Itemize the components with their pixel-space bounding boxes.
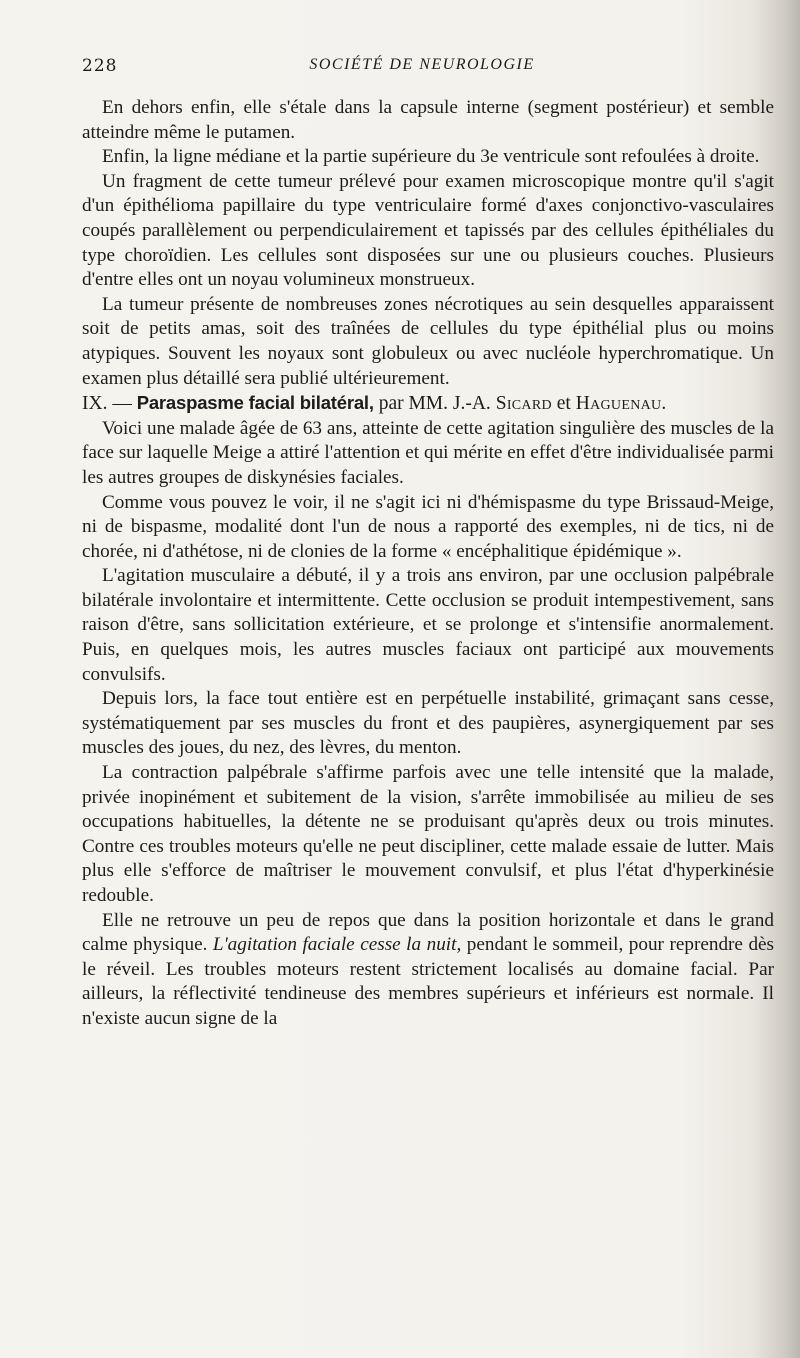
page-header <box>82 56 772 80</box>
paragraph: L'agitation musculaire a débuté, il y a trois ans environ, par une occlusion palpébrale bilatérale involontaire et intermittente. Cette occlusion se produit intempestivement, sans raison d'être, sans sollicitation extérieure, et se prolonge et s'intensifie anormalement. Puis, en quelques mois, les autres muscles faciaux ont participé aux mouvements convulsifs. <box>82 565 774 685</box>
page-number: 228 <box>82 56 118 76</box>
paragraph-text: pendant le sommeil, pour reprendre dès le réveil. Les troubles moteurs restent strictement localisés au domaine facial. Par ailleurs, la réflectivité tendineuse des membres supérieurs et inférieurs est normale. Il n'existe aucun signe de la <box>82 934 775 1029</box>
running-title: SOCIÉTÉ DE NEUROLOGIE <box>309 56 535 73</box>
paragraph: Voici une malade âgée de 63 ans, atteinte de cette agitation singulière des muscles de la face sur laquelle Meige a attiré l'attention et qui mérite en effet d'être individualisée parmi les autres groupes de diskynésies faciales. <box>82 417 774 488</box>
section-number: IX. — <box>82 393 132 415</box>
section-and: et <box>556 393 571 415</box>
paragraph: Un fragment de cette tumeur prélevé pour examen microscopique montre qu'il s'agit d'un épithélioma papillaire du type ventriculaire formé d'axes conjonctivo-vasculaires coupés parallèlement ou perpendiculairement et tapissés par des cellules épithéliales du type choroïdien. Les cellules sont disposées sur une ou plusieurs couches. Plusieurs d'entre elles ont un noyau volumineux monstrueux. <box>82 170 774 291</box>
paragraph <box>82 909 774 1032</box>
paragraph-text: Elle ne retrouve un peu de repos que dans la position horizontale et dans le grand calme physique. <box>82 909 774 956</box>
author-sicard: Sicard <box>495 393 552 415</box>
paragraph: Depuis lors, la face tout entière est en perpétuelle instabilité, grimaçant sans cesse, systématiquement par ses muscles du front et des paupières, asynergiquement par ses muscles des joues, du nez, des lèvres, du menton. <box>82 688 774 759</box>
paragraph: La contraction palpébrale s'affirme parfois avec une telle intensité que la malade, privée inopinément et subitement de la vision, s'arrête immobilisée au milieu de ses occupations habituelles, la détente ne se produisant qu'après deux ou trois minutes. Contre ces troubles moteurs qu'elle ne peut discipliner, cette malade essaie de lutter. Mais plus elle s'efforce de maîtriser le mouvement convulsif, et plus l'état d'hyperkinésie redouble. <box>82 762 774 906</box>
paragraph: Comme vous pouvez le voir, il ne s'agit ici ni d'hémispasme du type Brissaud-Meige, ni de bispasme, modalité dont l'un de nous a rapporté des exemples, ni de tics, ni de chorée, ni d'athétose, ni de clonies de la forme « encéphalitique épidémique ». <box>82 491 774 562</box>
author-haguenau: Haguenau. <box>575 393 667 415</box>
section-title: Paraspasme facial bilatéral, <box>136 392 374 414</box>
paragraph: La tumeur présente de nombreuses zones nécrotiques au sein desquelles apparaissent soit de petits amas, soit des traînées de cellules du type épithélial plus ou moins atypiques. Souvent les noyaux sont globuleux ou avec nucléole hyperchromatique. Un examen plus détaillé sera publié ultérieurement. <box>82 293 774 389</box>
body-text <box>82 96 774 1032</box>
section-by: par MM. J.-A. <box>378 393 491 415</box>
section-heading <box>82 391 774 417</box>
paragraph: En dehors enfin, elle s'étale dans la capsule interne (segment postérieur) et semble atteindre même le putamen. <box>82 97 774 143</box>
italic-phrase: L'agitation faciale cesse la nuit, <box>212 934 462 956</box>
paragraph: Enfin, la ligne médiane et la partie supérieure du 3e ventricule sont refoulées à droite. <box>102 146 760 168</box>
